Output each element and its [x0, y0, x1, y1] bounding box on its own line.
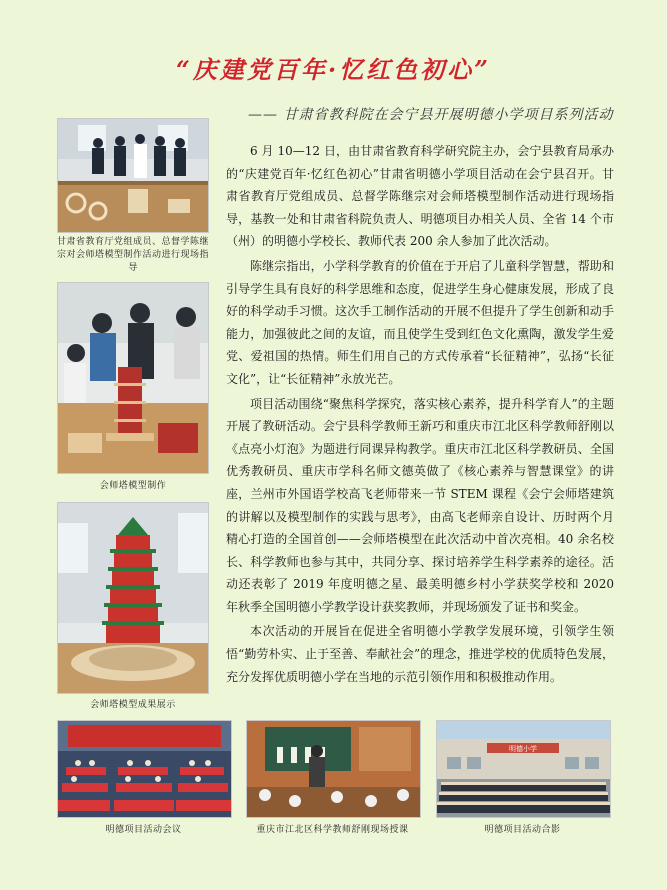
- article-paragraph-3: 项目活动围绕“聚焦科学探究，落实核心素养，提升科学育人”的主题开展了教研活动。会宁县科学教师王新巧和重庆市江北区科学教师舒刚以《点亮小灯泡》为题进行同课异构教学。重庆市江北区科学教研员、全国优秀教研员、重庆市学科名师文德英做了《核心素养与智慧课堂》的讲座，兰州市外国语学校高飞老师带来一节 STEM 课程《会宁会师塔建筑的讲解以及模型制作的实践与思考》，由高飞老师亲自设计、历时两个月精心打造的全国首创——会师塔模型在此次活动中首次亮相。40 余名校长、科学教师也参与其中，共同分享、探讨培养学生科学素养的途径。活动还表彰了 2019 年度明德之星、最美明德乡村小学获奖学校和 2020 年秋季全国明德小学教学设计获奖教师，并现场颁发了证书和奖金。: [226, 396, 614, 614]
- photo-onsite-lecture: [246, 720, 421, 818]
- page-subtitle: —— 甘肃省教科院在会宁县开展明德小学项目系列活动: [248, 107, 614, 123]
- article-paragraph-1: 6 月 10—12 日，由甘肃省教育科学研究院主办，会宁县教育局承办的“庆建党百年·忆红色初心”甘肃省明德小学项目活动在会宁县召开。甘肃省教育厅党组成员、总督学陈继宗对会师塔模型制作活动进行现场指导，基教一处和甘肃省科院负责人、明德项目办相关人员、全省 14 个市（州）的明德小学校长、教师代表 200 余人参加了此次活动。: [226, 144, 614, 249]
- photo-leader-guidance-caption: 甘肃省教育厅党组成员、总督学陈继宗对会师塔模型制作活动进行现场指导: [56, 237, 209, 273]
- school-sign: 明德小学: [509, 745, 537, 753]
- article-body: [226, 140, 614, 690]
- photo-model-making: [57, 282, 209, 474]
- photo-model-making-caption: 会师塔模型制作: [99, 481, 167, 491]
- article-paragraph-4: 本次活动的开展旨在促进全省明德小学教学发展环境，引领学生领悟“勤劳朴实、止于至善、奉献社会”的理念，推进学校的优质特色发展，充分发挥优质明德小学在当地的示范引领作用和积极推动作用。: [226, 624, 614, 684]
- photo-model-showcase: [57, 502, 209, 694]
- photo-leader-guidance: [57, 118, 209, 233]
- photo-project-meeting: [57, 720, 232, 818]
- page-title: “庆建党百年·忆红色初心”: [176, 55, 491, 84]
- photo-project-meeting-caption: 明德项目活动会议: [105, 825, 182, 835]
- photo-group: [436, 720, 611, 818]
- photo-group-caption: 明德项目活动合影: [484, 825, 561, 835]
- article-paragraph-2: 陈继宗指出，小学科学教育的价值在于开启了儿童科学智慧，帮助和引导学生具有良好的科学思维和态度，促进学生身心健康发展，形成了良好的科学动手习惯。这次手工制作活动的开展不但提升了学生创新和动手能力，加强彼此之间的友谊，而且使学生受到红色文化熏陶，激发学生爱党、爱祖国的热情。师生们用自己的方式传承着“长征精神”，弘扬“长征文化”，让“长征精神”永放光芒。: [226, 258, 614, 386]
- photo-model-showcase-caption: 会师塔模型成果展示: [90, 700, 176, 710]
- photo-onsite-lecture-caption: 重庆市江北区科学教师舒刚现场授课: [256, 825, 409, 835]
